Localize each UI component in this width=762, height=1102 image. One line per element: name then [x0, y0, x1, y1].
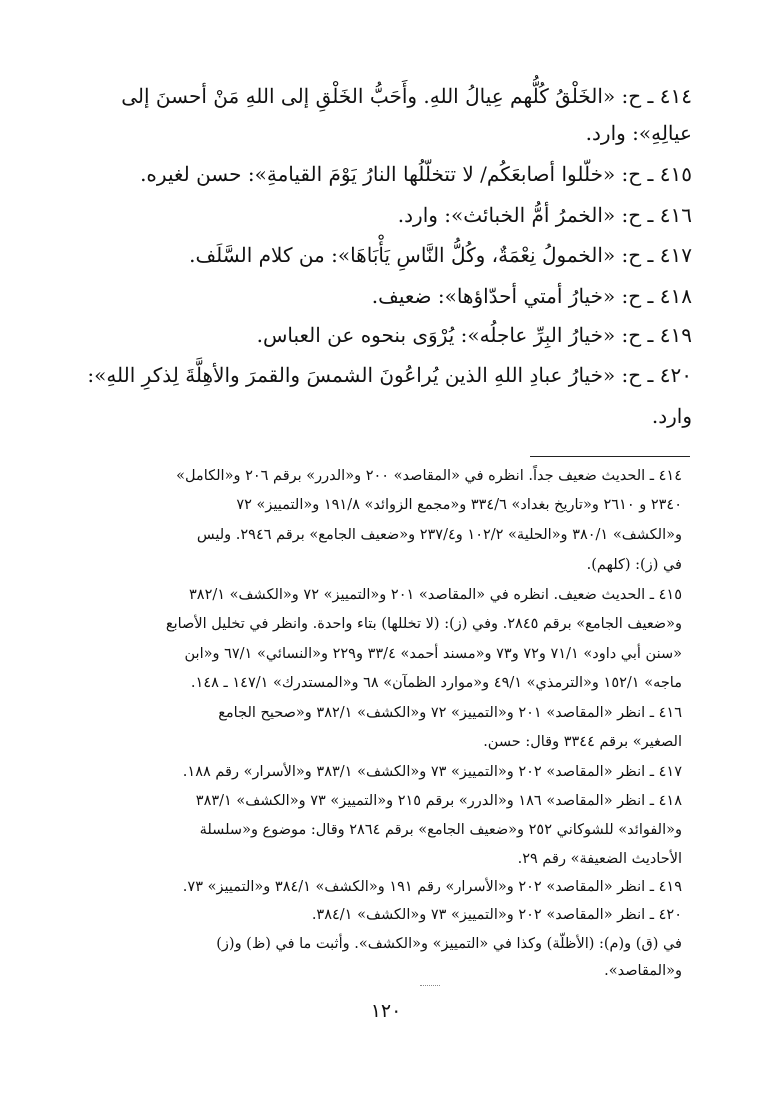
footnote-line: الأحاديث الضعيفة» رقم ٢٩. — [517, 851, 682, 867]
footnote-line: «سنن أبي داود» ٧١/١ و٧٢ و٧٣ و«مسند أحمد» ٣٣/٤ و٢٢٩ و«النسائي» ٦٧/١ و«ابن — [184, 646, 682, 662]
entry-420-line-2: وارد. — [651, 404, 692, 428]
footnote-line: و«المقاصد». — [604, 963, 682, 979]
footnote-line: و«الفوائد» للشوكاني ٢٥٢ و«ضعيف الجامع» برقم ٢٨٦٤ وقال: موضوع و«سلسلة — [199, 822, 682, 838]
entry-415: ٤١٥ ـ ح: «خلّلوا أصابعَكُم/ لا تتخلّلُها النارُ يَوْمَ القيامةِ»: حسن لغيره. — [140, 162, 692, 186]
footnote-line: ٤١٧ ـ انظر «المقاصد» ٢٠٢ و«التمييز» ٧٣ و«الكشف» ٣٨٣/١ و«الأسرار» رقم ١٨٨. — [182, 764, 682, 780]
entry-420-line-1: ٤٢٠ ـ ح: «خيارُ عبادِ اللهِ الذين يُراعُونَ الشمسَ والقمرَ والأهِلَّةَ لِذكرِ اللهِ»: — [87, 363, 692, 387]
entry-418: ٤١٨ ـ ح: «خيارُ أمتي أحدّاؤها»: ضعيف. — [371, 284, 692, 308]
entry-414-line-2: عيالِهِ»: وارد. — [585, 121, 692, 145]
footnote-line: ماجه» ١٥٢/١ و«الترمذي» ٤٩/١ و«موارد الظمآن» ٦٨ و«المستدرك» ١٤٧/١ ـ ١٤٨. — [190, 675, 682, 691]
footnote-line: ٤٢٠ ـ انظر «المقاصد» ٢٠٢ و«التمييز» ٧٣ و«الكشف» ٣٨٤/١. — [311, 907, 682, 923]
footnote-line: ٤١٩ ـ انظر «المقاصد» ٢٠٢ و«الأسرار» رقم ١٩١ و«الكشف» ٣٨٤/١ و«التمييز» ٧٣. — [182, 879, 682, 895]
footnote-line: ٤١٨ ـ انظر «المقاصد» ١٨٦ و«الدرر» برقم ٢١٥ و«التمييز» ٧٣ و«الكشف» ٣٨٣/١ — [195, 793, 682, 809]
footnote-line: ٤١٥ ـ الحديث ضعيف. انظره في «المقاصد» ٢٠١ و«التمييز» ٧٢ و«الكشف» ٣٨٢/١ — [189, 587, 682, 603]
entry-414-line-1: ٤١٤ ـ ح: «الخَلْقُ كُلُّهم عِيالُ اللهِ. وأَحَبُّ الخَلْقِ إلى اللهِ مَنْ أحسنَ إلى — [121, 84, 692, 108]
footnote-line: و«ضعيف الجامع» برقم ٢٨٤٥. وفي (ز): (لا تخللها) بتاء واحدة. وانظر في تخليل الأصابع — [165, 616, 682, 632]
footnote-line: ٤١٤ ـ الحديث ضعيف جداً. انظره في «المقاصد» ٢٠٠ و«الدرر» برقم ٢٠٦ و«الكامل» — [176, 468, 682, 484]
footnote-line: ٤١٦ ـ انظر «المقاصد» ٢٠١ و«التمييز» ٧٢ و«الكشف» ٣٨٢/١ و«صحيح الجامع — [218, 705, 682, 721]
separator-dots — [420, 985, 440, 986]
footnote-divider — [530, 456, 690, 457]
entry-416: ٤١٦ ـ ح: «الخمرُ أمُّ الخبائث»: وارد. — [397, 203, 692, 227]
footnote-line: ٢٣٤٠ و ٢٦١٠ و«تاريخ بغداد» ٣٣٤/٦ و«مجمع الزوائد» ١٩١/٨ و«التمييز» ٧٢ — [236, 497, 682, 513]
entry-417: ٤١٧ ـ ح: «الخمولُ نِعْمَةٌ، وكُلُّ النَّاسِ يَأْبَاهَا»: من كلام السَّلَف. — [189, 243, 692, 267]
footnote-line: الصغير» برقم ٣٣٤٤ وقال: حسن. — [483, 734, 682, 750]
footnote-line: في (ز): (كلهم). — [586, 557, 682, 573]
footnote-line: في (ق) و(م): (الأظلّة) وكذا في «التمييز» و«الكشف». وأثبت ما في (ظ) و(ز) — [216, 936, 682, 952]
footnote-line: و«الكشف» ٣٨٠/١ و«الحلية» ١٠٢/٢ و٢٣٧/٤ و«ضعيف الجامع» برقم ٢٩٤٦. وليس — [196, 527, 682, 543]
entry-419: ٤١٩ ـ ح: «خيارُ البِرِّ عاجلُه»: يُرْوَى بنحوه عن العباس. — [256, 323, 692, 347]
page-number: ١٢٠ — [370, 1000, 402, 1022]
